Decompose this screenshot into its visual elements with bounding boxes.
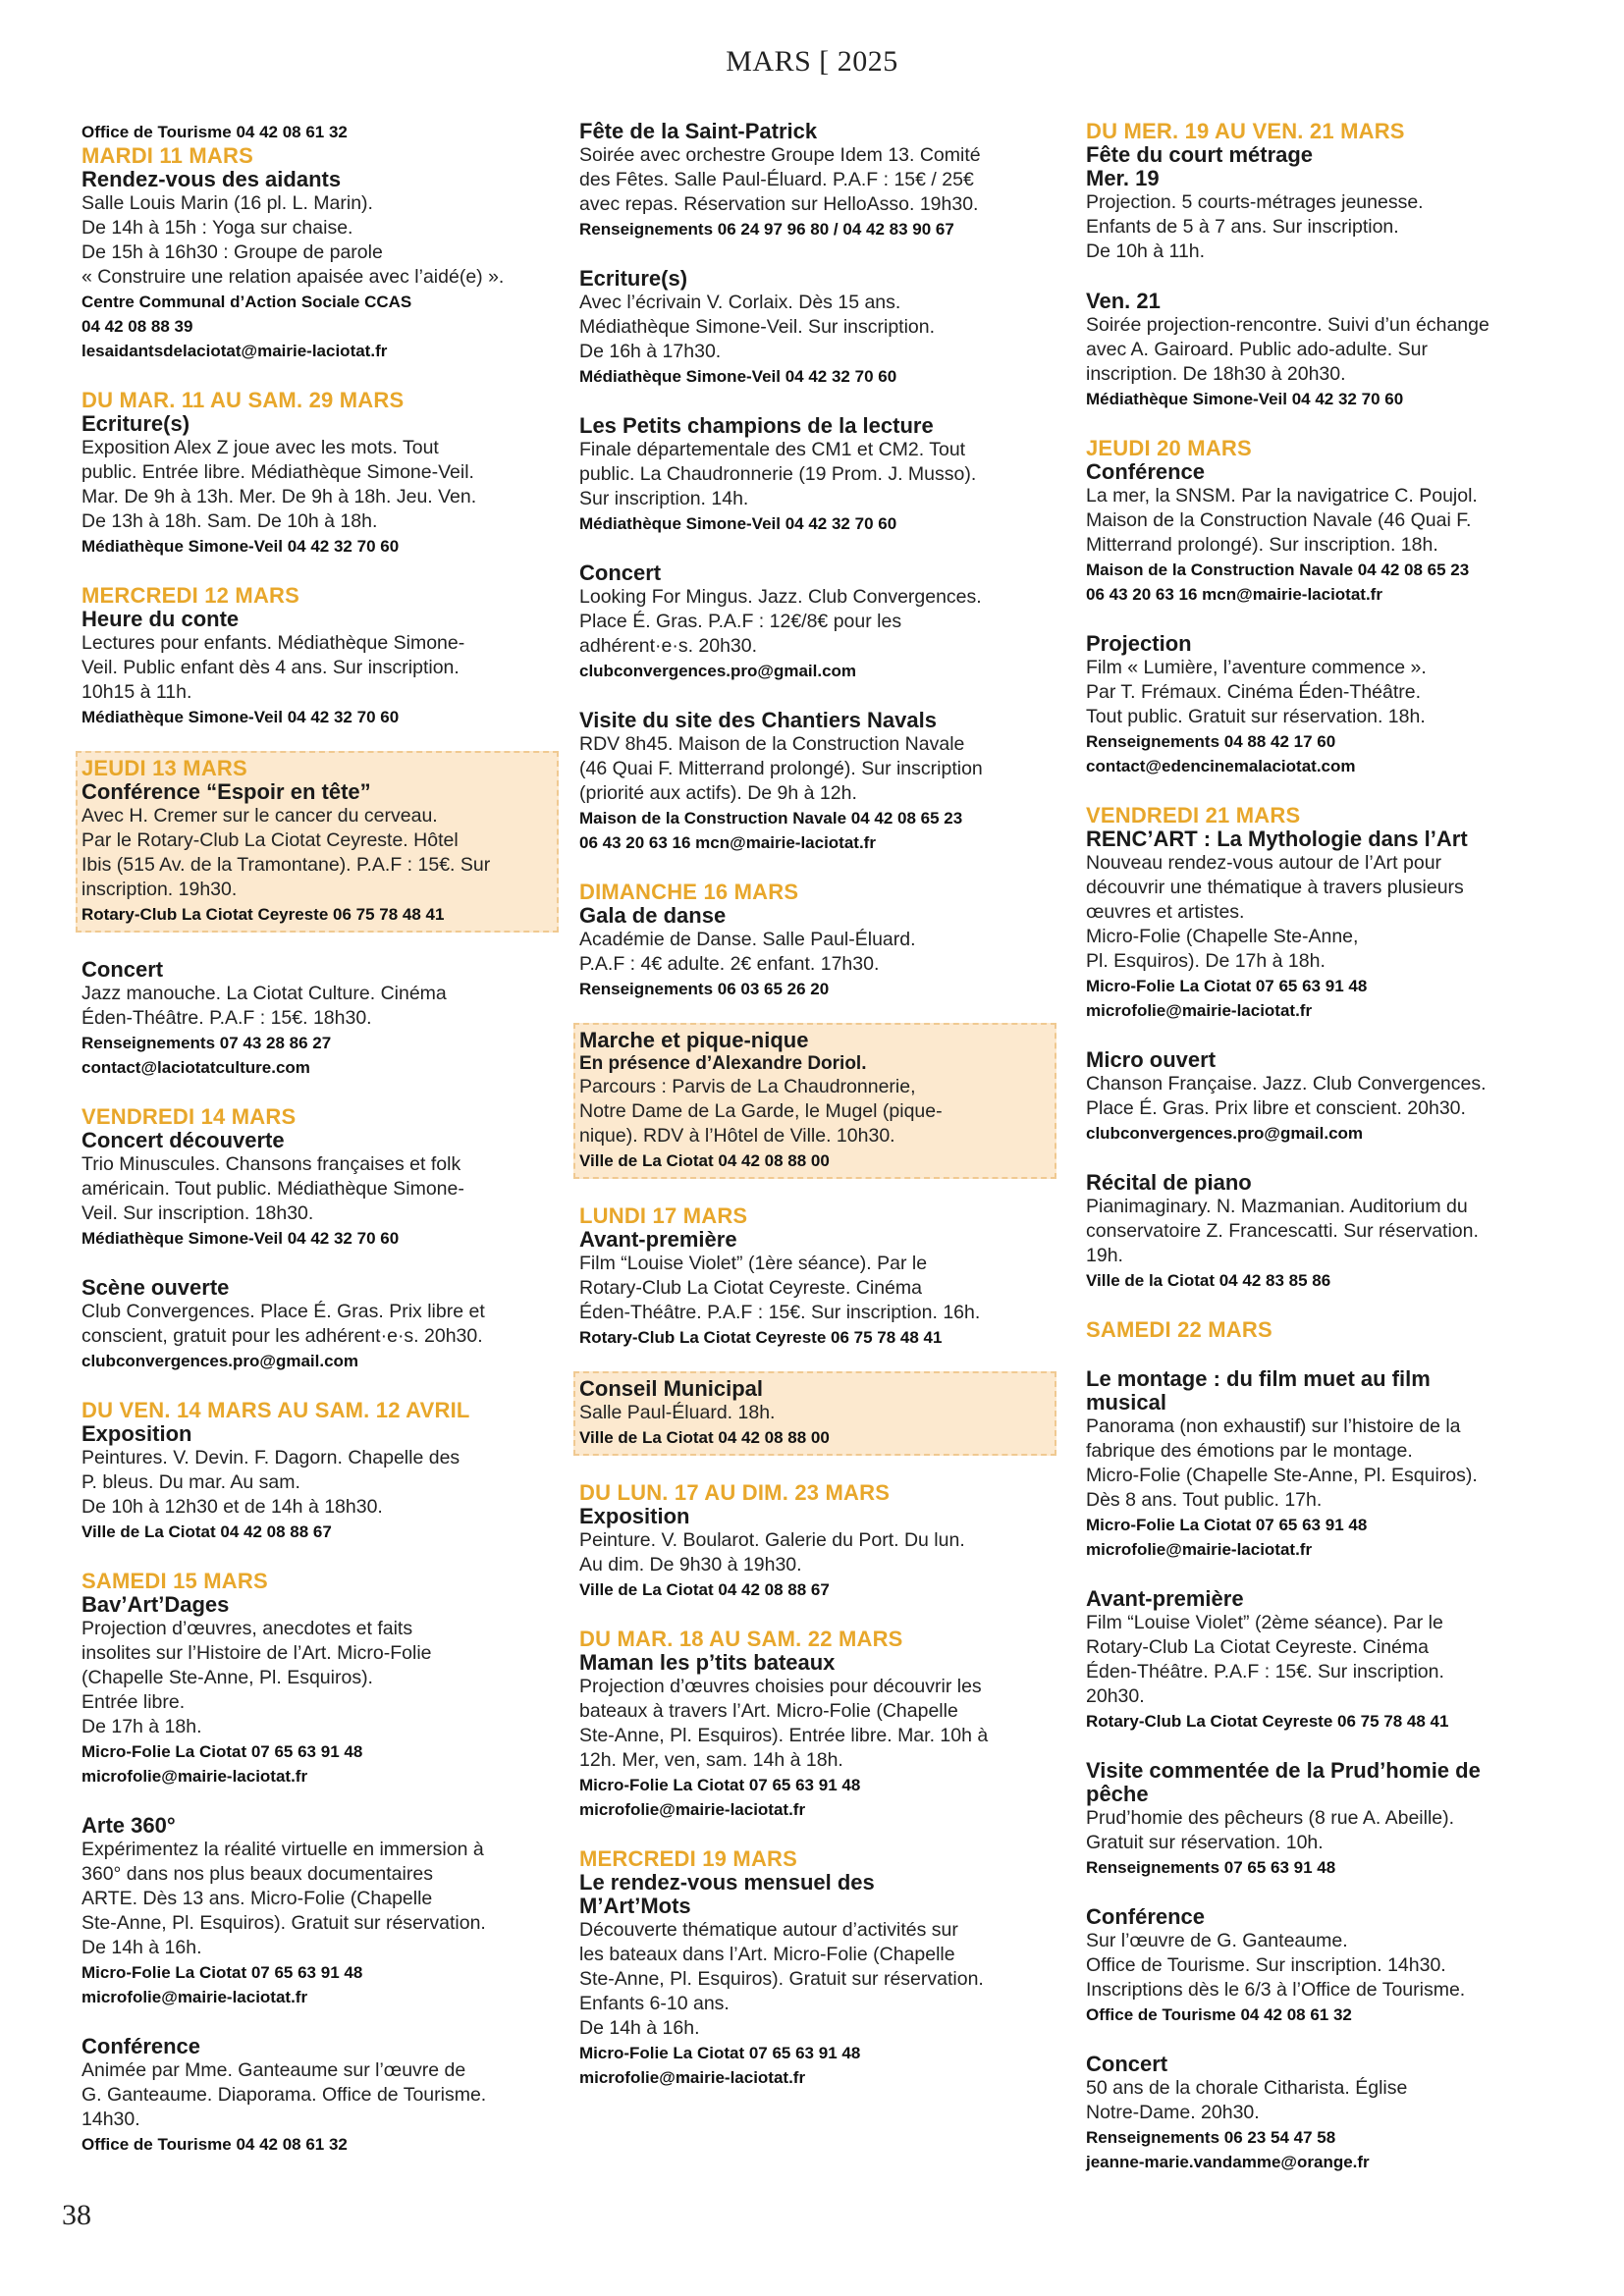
event-date: JEUDI 20 MARS xyxy=(1086,436,1252,460)
event-description: RDV 8h45. Maison de la Construction Navale (46 Quai F. Mitterrand prolongé). Sur inscription (priorité aux actifs). De 9h à 12h. xyxy=(579,733,983,804)
event-title: Ecriture(s) xyxy=(81,411,190,436)
event-date: MARDI 11 MARS xyxy=(81,143,253,168)
event-block xyxy=(1086,2053,1557,2174)
event-title: Marche et pique-nique xyxy=(579,1028,809,1052)
event-block xyxy=(1086,1905,1557,2027)
event-description: Avec H. Cremer sur le cancer du cerveau. Par le Rotary-Club La Ciotat Ceyreste. Hôtel Ibis (515 Av. de la Tramontane). P.A.F : 15€. Sur inscription. 19h30. xyxy=(81,805,491,900)
event-contact: Médiathèque Simone-Veil 04 42 32 70 60 xyxy=(579,367,897,386)
event-contact: Ville de La Ciotat 04 42 08 88 67 xyxy=(81,1522,332,1541)
event-date: DU MAR. 18 AU SAM. 22 MARS xyxy=(579,1627,903,1651)
event-block xyxy=(573,1371,1056,1456)
event-block xyxy=(579,561,1051,683)
event-description: Projection. 5 courts-métrages jeunesse. Enfants de 5 à 7 ans. Sur inscription. De 10h à 11h. xyxy=(1086,191,1424,262)
event-block xyxy=(1086,804,1557,1023)
event-block xyxy=(1086,1048,1557,1146)
event-contact: Renseignements 06 23 54 47 58 jeanne-marie.vandamme@orange.fr xyxy=(1086,2128,1370,2171)
event-title: Visite du site des Chantiers Navals xyxy=(579,708,937,732)
event-contact: Micro-Folie La Ciotat 07 65 63 91 48 microfolie@mairie-laciotat.fr xyxy=(81,1742,363,1786)
event-block xyxy=(1086,632,1557,778)
event-date: VENDREDI 21 MARS xyxy=(1086,803,1301,828)
event-contact: Renseignements 04 88 42 17 60 contact@edencinemalaciotat.com xyxy=(1086,732,1356,775)
event-title: Exposition xyxy=(579,1504,690,1528)
event-description: Avec l’écrivain V. Corlaix. Dès 15 ans. Médiathèque Simone-Veil. Sur inscription. De 16h à 17h30. xyxy=(579,292,936,362)
event-title: Rendez-vous des aidants xyxy=(81,167,342,191)
event-title: Concert découverte xyxy=(81,1128,285,1152)
event-title: Le rendez-vous mensuel des M’Art’Mots xyxy=(579,1870,875,1918)
event-title: Concert xyxy=(1086,2052,1168,2076)
event-block xyxy=(81,958,553,1080)
event-block xyxy=(579,709,1051,855)
event-description: 50 ans de la chorale Citharista. Église Notre-Dame. 20h30. xyxy=(1086,2077,1408,2123)
event-date: JEUDI 13 MARS xyxy=(81,756,247,780)
event-description: Film « Lumière, l’aventure commence ». Par T. Frémaux. Cinéma Éden-Théâtre. Tout public. Gratuit sur réservation. 18h. xyxy=(1086,657,1427,727)
event-block xyxy=(1086,1367,1557,1562)
event-block xyxy=(579,414,1051,536)
event-date: SAMEDI 15 MARS xyxy=(81,1569,268,1593)
event-contact: Médiathèque Simone-Veil 04 42 32 70 60 xyxy=(579,514,897,533)
event-block xyxy=(579,1628,1051,1822)
event-block xyxy=(1086,1171,1557,1293)
event-block xyxy=(81,2035,553,2157)
event-description: Jazz manouche. La Ciotat Culture. Cinéma Éden-Théâtre. P.A.F : 15€. 18h30. xyxy=(81,983,447,1029)
event-title: Micro ouvert xyxy=(1086,1047,1217,1072)
event-block xyxy=(579,1847,1051,2090)
event-description: Film “Louise Violet” (2ème séance). Par le Rotary-Club La Ciotat Ceyreste. Cinéma Éden-Théâtre. P.A.F : 15€. Sur inscription. 20h30. xyxy=(1086,1612,1444,1707)
event-title: Arte 360° xyxy=(81,1813,176,1838)
event-block xyxy=(81,584,553,729)
event-date: VENDREDI 14 MARS xyxy=(81,1104,297,1129)
event-block xyxy=(81,1570,553,1789)
page-header: MARS [ 2025 xyxy=(726,45,898,78)
event-block xyxy=(573,1023,1056,1179)
event-description: Prud’homie des pêcheurs (8 rue A. Abeille). Gratuit sur réservation. 10h. xyxy=(1086,1807,1455,1853)
event-contact: Maison de la Construction Navale 04 42 08 65 23 06 43 20 63 16 mcn@mairie-laciotat.fr xyxy=(579,809,963,852)
event-block xyxy=(81,144,553,363)
event-contact: Médiathèque Simone-Veil 04 42 32 70 60 xyxy=(81,708,400,726)
event-contact: Micro-Folie La Ciotat 07 65 63 91 48 microfolie@mairie-laciotat.fr xyxy=(579,2044,861,2087)
event-title: Bav’Art’Dages xyxy=(81,1592,230,1617)
event-title: Conférence “Espoir en tête” xyxy=(81,779,371,804)
column-1 xyxy=(81,120,553,2182)
event-block xyxy=(1086,1759,1557,1880)
event-contact: clubconvergences.pro@gmail.com xyxy=(579,662,857,680)
event-contact: Micro-Folie La Ciotat 07 65 63 91 48 microfolie@mairie-laciotat.fr xyxy=(579,1776,861,1819)
event-date: DU LUN. 17 AU DIM. 23 MARS xyxy=(579,1480,891,1505)
event-description: Expérimentez la réalité virtuelle en immersion à 360° dans nos plus beaux documentaires ARTE. Dès 13 ans. Micro-Folie (Chapelle Ste-Anne, Pl. Esquiros). Gratuit sur réservation. De 14h à 16h. xyxy=(81,1839,486,1958)
event-contact: Renseignements 06 03 65 26 20 xyxy=(579,980,830,998)
event-date: SAMEDI 22 MARS xyxy=(1086,1317,1272,1342)
event-block xyxy=(81,1276,553,1373)
event-description: Peintures. V. Devin. F. Dagorn. Chapelle des P. bleus. Du mar. Au sam. De 10h à 12h30 et de 14h à 18h30. xyxy=(81,1447,460,1518)
event-block xyxy=(1086,290,1557,411)
event-contact: Renseignements 06 24 97 96 80 / 04 42 83 90 67 xyxy=(579,220,954,239)
event-title: Avant-première xyxy=(1086,1586,1244,1611)
event-title: Heure du conte xyxy=(81,607,240,631)
event-description: Pianimaginary. N. Mazmanian. Auditorium du conservatoire Z. Francescatti. Sur réservation. 19h. xyxy=(1086,1196,1479,1266)
event-description: Sur l’œuvre de G. Ganteaume. Office de Tourisme. Sur inscription. 14h30. Inscriptions dès le 6/3 à l’Office de Tourisme. xyxy=(1086,1930,1466,2001)
event-block xyxy=(579,881,1051,1001)
event-title: Conférence xyxy=(1086,1904,1206,1929)
event-date: DU MAR. 11 AU SAM. 29 MARS xyxy=(81,388,405,412)
event-contact: Micro-Folie La Ciotat 07 65 63 91 48 microfolie@mairie-laciotat.fr xyxy=(1086,1516,1368,1559)
event-contact: Micro-Folie La Ciotat 07 65 63 91 48 microfolie@mairie-laciotat.fr xyxy=(1086,977,1368,1020)
event-title: Avant-première xyxy=(579,1227,737,1252)
event-contact: Médiathèque Simone-Veil 04 42 32 70 60 xyxy=(81,1229,400,1248)
event-block xyxy=(81,389,553,559)
event-description: Club Convergences. Place É. Gras. Prix libre et conscient, gratuit pour les adhérent·e·s. 20h30. xyxy=(81,1301,485,1347)
event-description: Soirée projection-rencontre. Suivi d’un échange avec A. Gairoard. Public ado-adulte. Sur inscription. De 18h30 à 20h30. xyxy=(1086,314,1489,385)
event-description: Découverte thématique autour d’activités sur les bateaux dans l’Art. Micro-Folie (Chapelle Ste-Anne, Pl. Esquiros). Gratuit sur réservation. Enfants 6-10 ans. De 14h à 16h. xyxy=(579,1919,984,2039)
event-title: Ven. 21 xyxy=(1086,289,1161,313)
event-title: Conseil Municipal xyxy=(579,1376,764,1401)
event-contact: Micro-Folie La Ciotat 07 65 63 91 48 microfolie@mairie-laciotat.fr xyxy=(81,1963,363,2006)
column-2 xyxy=(579,120,1051,2115)
event-date: DU VEN. 14 MARS AU SAM. 12 AVRIL xyxy=(81,1398,470,1422)
event-title: Ecriture(s) xyxy=(579,266,688,291)
event-title: Concert xyxy=(579,561,662,585)
event-title: Projection xyxy=(1086,631,1192,656)
event-title: Fête du court métrage Mer. 19 xyxy=(1086,142,1314,190)
event-block xyxy=(81,1814,553,2009)
event-description: Lectures pour enfants. Médiathèque Simone- Veil. Public enfant dès 4 ans. Sur inscription. 10h15 à 11h. xyxy=(81,632,465,703)
event-description: Panorama (non exhaustif) sur l’histoire de la fabrique des émotions par le montage. Micro-Folie (Chapelle Ste-Anne, Pl. Esquiros). Dès 8 ans. Tout public. 17h. xyxy=(1086,1415,1478,1511)
event-date: LUNDI 17 MARS xyxy=(579,1203,748,1228)
event-title: Maman les p’tits bateaux xyxy=(579,1650,836,1675)
event-contact: clubconvergences.pro@gmail.com xyxy=(1086,1124,1364,1143)
event-description: Salle Louis Marin (16 pl. L. Marin). De 14h à 15h : Yoga sur chaise. De 15h à 16h30 : Groupe de parole « Construire une relation apaisée avec l’aidé(e) ». xyxy=(81,192,505,288)
event-description: Parcours : Parvis de La Chaudronnerie, Notre Dame de La Garde, le Mugel (pique- nique). RDV à l’Hôtel de Ville. 10h30. xyxy=(579,1076,943,1147)
event-description: La mer, la SNSM. Par la navigatrice C. Poujol. Maison de la Construction Navale (46 Quai F. Mitterrand prolongé). Sur inscription. 18h. xyxy=(1086,485,1478,556)
event-contact: Ville de La Ciotat 04 42 08 88 00 xyxy=(579,1428,830,1447)
event-title: Conférence xyxy=(1086,459,1206,484)
event-contact: Renseignements 07 43 28 86 27 contact@laciotatculture.com xyxy=(81,1034,332,1077)
event-title: Les Petits champions de la lecture xyxy=(579,413,934,438)
event-description: Projection d’œuvres choisies pour découvrir les bateaux à travers l’Art. Micro-Folie (Chapelle Ste-Anne, Pl. Esquiros). Entrée libre. Mar. 10h à 12h. Mer, ven, sam. 14h à 18h. xyxy=(579,1676,989,1771)
event-block xyxy=(579,1481,1051,1602)
event-title: Visite commentée de la Prud’homie de pêche xyxy=(1086,1758,1481,1806)
event-contact: Rotary-Club La Ciotat Ceyreste 06 75 78 48 41 xyxy=(579,1328,943,1347)
event-contact: Office de Tourisme 04 42 08 61 32 xyxy=(81,123,348,141)
event-date: MERCREDI 19 MARS xyxy=(579,1846,798,1871)
event-description: Finale départementale des CM1 et CM2. Tout public. La Chaudronnerie (19 Prom. J. Musso). Sur inscription. 14h. xyxy=(579,439,977,509)
event-contact: Médiathèque Simone-Veil 04 42 32 70 60 xyxy=(1086,390,1404,408)
event-block xyxy=(1086,437,1557,607)
event-title: Scène ouverte xyxy=(81,1275,230,1300)
event-contact: Office de Tourisme 04 42 08 61 32 xyxy=(1086,2005,1352,2024)
event-description: Exposition Alex Z joue avec les mots. Tout public. Entrée libre. Médiathèque Simone-Veil. Mar. De 9h à 13h. Mer. De 9h à 18h. Jeu. Ven. De 13h à 18h. Sam. De 10h à 18h. xyxy=(81,437,477,532)
event-title: Fête de la Saint-Patrick xyxy=(579,119,818,143)
event-contact: Maison de la Construction Navale 04 42 08 65 23 06 43 20 63 16 mcn@mairie-laciotat.fr xyxy=(1086,561,1470,604)
event-date: MERCREDI 12 MARS xyxy=(81,583,300,608)
event-block xyxy=(1086,1318,1557,1342)
event-description: Peinture. V. Boularot. Galerie du Port. Du lun. Au dim. De 9h30 à 19h30. xyxy=(579,1529,965,1575)
event-title: Conférence xyxy=(81,2034,201,2058)
event-block xyxy=(579,1204,1051,1350)
event-contact: Centre Communal d’Action Sociale CCAS 04 42 08 88 39 lesaidantsdelaciotat@mairie-laciotat.fr xyxy=(81,293,412,360)
event-contact: Renseignements 07 65 63 91 48 xyxy=(1086,1858,1336,1877)
event-contact: Office de Tourisme 04 42 08 61 32 xyxy=(81,2135,348,2154)
column-3 xyxy=(1086,120,1557,2200)
event-title: RENC’ART : La Mythologie dans l’Art xyxy=(1086,827,1468,851)
event-title: Récital de piano xyxy=(1086,1170,1252,1195)
event-description: Académie de Danse. Salle Paul-Éluard. P.A.F : 4€ adulte. 2€ enfant. 17h30. xyxy=(579,929,916,975)
event-contact: Ville de La Ciotat 04 42 08 88 67 xyxy=(579,1580,830,1599)
event-date: DIMANCHE 16 MARS xyxy=(579,880,799,904)
event-contact: Ville de la Ciotat 04 42 83 85 86 xyxy=(1086,1271,1331,1290)
page-number: 38 xyxy=(62,2199,91,2231)
event-description: Projection d’œuvres, anecdotes et faits insolites sur l’Histoire de l’Art. Micro-Folie (Chapelle Ste-Anne, Pl. Esquiros). Entrée libre. De 17h à 18h. xyxy=(81,1618,432,1737)
event-block xyxy=(1086,1587,1557,1734)
event-contact: Rotary-Club La Ciotat Ceyreste 06 75 78 48 41 xyxy=(81,905,445,924)
event-title: Le montage : du film muet au film musical xyxy=(1086,1366,1431,1415)
event-date: DU MER. 19 AU VEN. 21 MARS xyxy=(1086,119,1405,143)
event-contact: clubconvergences.pro@gmail.com xyxy=(81,1352,359,1370)
event-contact: Rotary-Club La Ciotat Ceyreste 06 75 78 48 41 xyxy=(1086,1712,1449,1731)
event-description: Nouveau rendez-vous autour de l’Art pour découvrir une thématique à travers plusieurs œuvres et artistes. Micro-Folie (Chapelle Ste-Anne, Pl. Esquiros). De 17h à 18h. xyxy=(1086,852,1464,972)
event-contact: Ville de La Ciotat 04 42 08 88 00 xyxy=(579,1151,830,1170)
event-block xyxy=(81,1399,553,1544)
event-block xyxy=(579,267,1051,389)
event-contact: Médiathèque Simone-Veil 04 42 32 70 60 xyxy=(81,537,400,556)
event-title: Exposition xyxy=(81,1421,192,1446)
event-description: Film “Louise Violet” (1ère séance). Par le Rotary-Club La Ciotat Ceyreste. Cinéma Éden-Théâtre. P.A.F : 15€. Sur inscription. 16h. xyxy=(579,1253,981,1323)
event-description: Soirée avec orchestre Groupe Idem 13. Comité des Fêtes. Salle Paul-Éluard. P.A.F : 15€ / 25€ avec repas. Réservation sur HelloAsso. 19h30. xyxy=(579,144,981,215)
event-block xyxy=(76,751,559,933)
event-block xyxy=(81,120,553,144)
event-description: Trio Minuscules. Chansons françaises et folk américain. Tout public. Médiathèque Simone- Veil. Sur inscription. 18h30. xyxy=(81,1153,464,1224)
event-block xyxy=(579,120,1051,241)
event-description: Salle Paul-Éluard. 18h. xyxy=(579,1402,776,1423)
event-description: Chanson Française. Jazz. Club Convergences. Place É. Gras. Prix libre et conscient. 20h30. xyxy=(1086,1073,1487,1119)
event-title: Concert xyxy=(81,957,164,982)
event-subtitle: En présence d’Alexandre Doriol. xyxy=(579,1053,867,1074)
event-block xyxy=(1086,120,1557,264)
event-description: Looking For Mingus. Jazz. Club Convergences. Place É. Gras. P.A.F : 12€/8€ pour les adhérent·e·s. 20h30. xyxy=(579,586,982,657)
event-description: Animée par Mme. Ganteaume sur l’œuvre de G. Ganteaume. Diaporama. Office de Tourisme. 14h30. xyxy=(81,2059,487,2130)
event-title: Gala de danse xyxy=(579,903,727,928)
event-block xyxy=(81,1105,553,1251)
